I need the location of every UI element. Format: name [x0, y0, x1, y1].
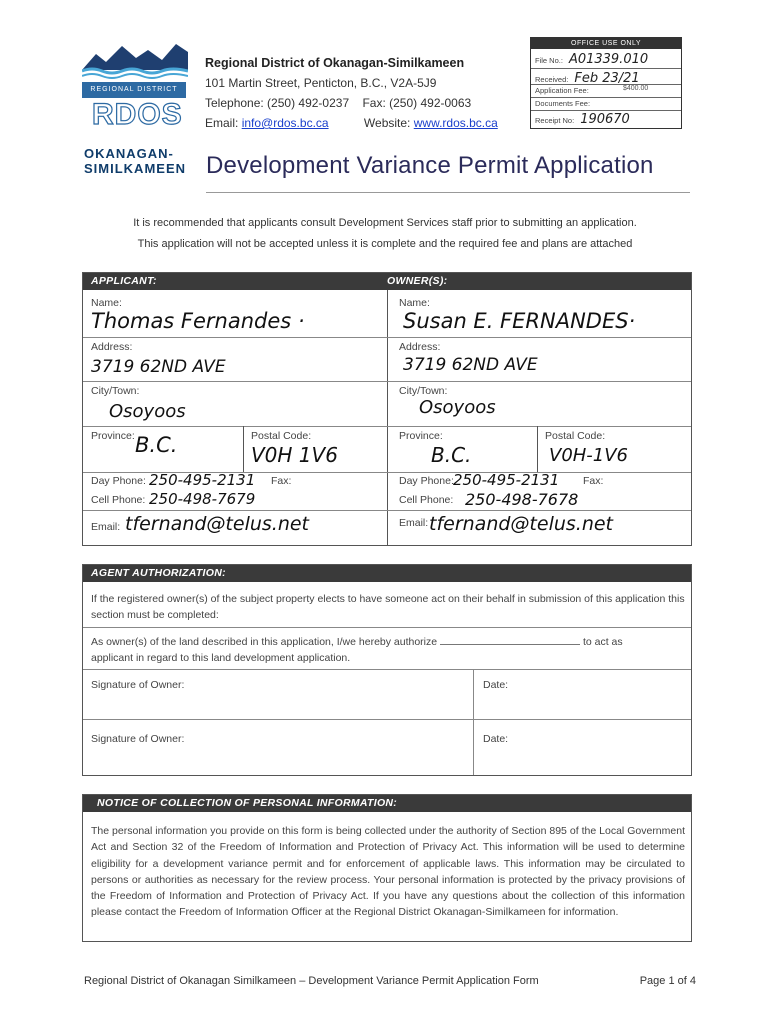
authorize-text-c: applicant in regard to this land development application. [91, 652, 351, 664]
intro-text [80, 213, 690, 255]
applicant-address-field[interactable]: 3719 62ND AVE [91, 357, 226, 377]
contact-header [205, 53, 498, 133]
owner-postal-label: Postal Code: [545, 430, 606, 442]
notice-section [82, 794, 692, 942]
owner-city-label: City/Town: [399, 385, 448, 397]
org-fax: Fax: (250) 492-0063 [362, 96, 472, 110]
mountain-logo-icon [82, 40, 188, 80]
owner-city-field[interactable]: Osoyoos [419, 397, 496, 418]
intro-line-1: It is recommended that applicants consult Development Services staff prior to submitting an application. [133, 217, 637, 229]
authorize-text-b: to act as [582, 636, 623, 648]
footer-title: Regional District of Okanagan Similkameen – Development Variance Permit Application Form [84, 975, 539, 987]
agent-name-field[interactable] [440, 633, 580, 645]
owner-name-label: Name: [399, 297, 430, 309]
owner-postal-field[interactable]: V0H-1V6 [549, 445, 629, 466]
received-label: Received: [535, 75, 569, 84]
applicant-address-label: Address: [91, 341, 133, 353]
documents-fee-label: Documents Fee: [535, 99, 591, 108]
title-divider [206, 192, 690, 193]
logo-badge: REGIONAL DISTRICT [82, 82, 186, 98]
applicant-city-field[interactable]: Osoyoos [109, 401, 186, 422]
owner-cell-label: Cell Phone: [399, 494, 454, 506]
file-no-value: A01339.010 [568, 52, 649, 67]
owner-cell-field[interactable]: 250-498-7678 [465, 490, 579, 509]
section-header-bar [83, 273, 691, 290]
authorize-text-a: As owner(s) of the land described in this application, I/we hereby authorize [91, 636, 438, 648]
application-fee-value: $400.00 [623, 85, 649, 92]
applicant-owner-section [82, 272, 692, 546]
org-phone: Telephone: (250) 492-0237 [205, 96, 350, 110]
applicant-name-field[interactable]: Thomas Fernandes · [91, 309, 305, 333]
receipt-no-value: 190670 [580, 112, 630, 127]
email-link[interactable]: info@rdos.bc.ca [241, 116, 329, 130]
email-label: Email: [205, 116, 242, 130]
owner-name-field[interactable]: Susan E. FERNANDES· [403, 309, 636, 333]
applicant-heading: APPLICANT: [91, 275, 157, 287]
file-no-label: File No.: [535, 56, 563, 65]
applicant-postal-label: Postal Code: [251, 430, 312, 442]
received-value: Feb 23/21 [574, 71, 640, 86]
owner-email-field[interactable]: tfernand@telus.net [429, 513, 614, 535]
intro-line-2: This application will not be accepted unless it is complete and the required fee and plans are attached [137, 238, 633, 250]
applicant-postal-field[interactable]: V0H 1V6 [251, 443, 338, 467]
applicant-email-field[interactable]: tfernand@telus.net [125, 513, 310, 535]
owner-email-label: Email: [399, 517, 429, 529]
applicant-day-phone-field[interactable]: 250-495-2131 [149, 471, 256, 489]
agent-authorization-section [82, 564, 692, 776]
org-address: 101 Martin Street, Penticton, B.C., V2A-5J9 [205, 76, 437, 90]
applicant-province-label: Province: [91, 430, 135, 442]
applicant-cell-label: Cell Phone: [91, 494, 146, 506]
applicant-cell-field[interactable]: 250-498-7679 [149, 490, 256, 508]
owner-day-phone-field[interactable]: 250-495-2131 [453, 471, 560, 489]
page-footer [84, 975, 696, 987]
org-email-web [205, 113, 498, 133]
applicant-fax-label: Fax: [271, 475, 292, 487]
page-number: Page 1 of 4 [639, 975, 696, 987]
application-fee-label: Application Fee: [535, 86, 589, 95]
office-use-heading: OFFICE USE ONLY [531, 38, 681, 49]
owner-province-label: Province: [399, 430, 443, 442]
owner-day-phone-label: Day Phone: [399, 475, 454, 487]
owner-province-field[interactable]: B.C. [431, 443, 472, 467]
logo-name-line2: SIMILKAMEEN [84, 161, 186, 176]
owner-address-field[interactable]: 3719 62ND AVE [403, 355, 538, 375]
signature-label-1: Signature of Owner: [91, 679, 185, 691]
receipt-no-label: Receipt No: [535, 116, 575, 125]
logo-acronym: RDOS [92, 98, 183, 131]
org-name: Regional District of Okanagan-Similkameen [205, 56, 465, 70]
column-divider [387, 290, 388, 545]
signature-label-2: Signature of Owner: [91, 733, 185, 745]
agent-heading: AGENT AUTHORIZATION: [83, 565, 691, 582]
website-label: Website: [363, 116, 414, 130]
owner-address-label: Address: [399, 341, 441, 353]
date-label-1: Date: [483, 679, 509, 691]
agent-authorize-text [91, 633, 623, 666]
applicant-day-phone-label: Day Phone: [91, 475, 146, 487]
applicant-city-label: City/Town: [91, 385, 140, 397]
logo-name-line1: OKANAGAN- [84, 146, 174, 161]
owner-fax-label: Fax: [583, 475, 604, 487]
notice-text: The personal information you provide on this form is being collected under the authority of Section 895 of the Local Government Act and Section 32 of the Freedom of Information and Protection of Privacy Act. This information will be used to determine eligibility for a development variance permit and for enforcement of applicable laws. This information may be circulated to persons or authorities as necessary for the review process. Your personal information is protected by the privacy provisions of the Freedom of Information and Protection of Privacy Act. If you have any questions about the collection of this information please contact the Freedom of Information Officer at the Regional District Okanagan-Similkameen for information. [91, 825, 685, 919]
applicant-name-label: Name: [91, 297, 122, 309]
notice-heading: NOTICE OF COLLECTION OF PERSONAL INFORMATION: [83, 795, 691, 812]
date-label-2: Date: [483, 733, 509, 745]
receipt-no-row [535, 112, 630, 127]
applicant-province-field[interactable]: B.C. [135, 433, 178, 457]
applicant-email-label: Email: [91, 521, 121, 533]
owner-heading: OWNER(S): [387, 275, 448, 287]
agent-intro-text: If the registered owner(s) of the subject property elects to have someone act on their behalf in submission of this application this section must be completed: [91, 593, 685, 621]
file-no-row [535, 52, 648, 67]
rdos-logo [82, 40, 190, 176]
page-title: Development Variance Permit Application [206, 152, 654, 179]
website-link[interactable]: www.rdos.bc.ca [413, 116, 498, 130]
application-fee-row [535, 86, 589, 95]
office-use-box [530, 37, 682, 129]
org-phone-fax [205, 93, 498, 113]
